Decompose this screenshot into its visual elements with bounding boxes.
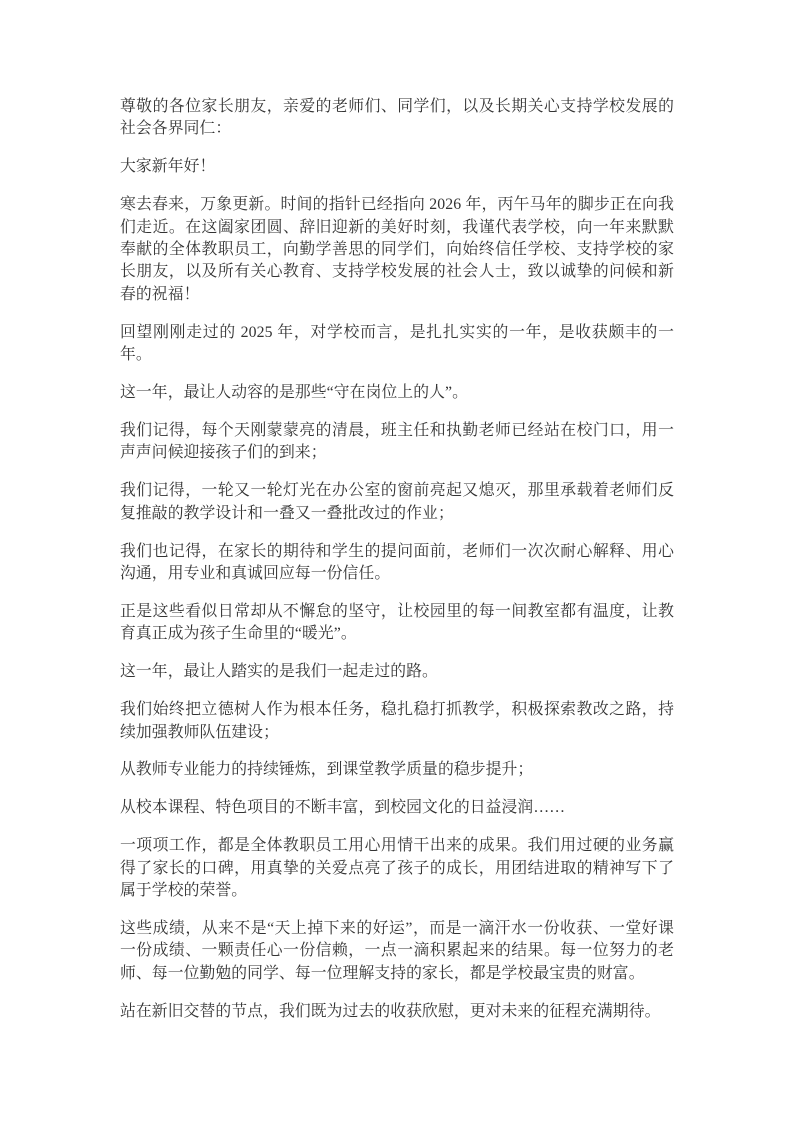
- paragraph-people-on-duty: 这一年，最让人动容的是那些“守在岗位上的人”。: [120, 384, 469, 402]
- paragraph-we-remember-morning: 我们记得，每个天刚蒙蒙亮的清晨，班主任和执勤老师已经站在校门口，用一声声问候迎接孩子们的到来；: [120, 421, 674, 462]
- paragraph-warm-light: 正是这些看似日常却从不懈怠的坚守，让校园里的每一间教室都有温度，让教育真正成为孩子生命里的“暖光”。: [120, 602, 674, 643]
- paragraph-review-2025: 回望刚刚走过的 2025 年，对学校而言，是扎扎实实的一年，是收获颇丰的一年。: [120, 323, 674, 364]
- paragraph-new-old-junction: 站在新旧交替的节点，我们既为过去的收获欣慰，更对未来的征程充满期待。: [120, 1002, 661, 1020]
- paragraph-school-curriculum: 从校本课程、特色项目的不断丰富，到校园文化的日益浸润……: [120, 799, 566, 817]
- paragraph-we-remember-office-lights: 我们记得，一轮又一轮灯光在办公室的窗前亮起又熄灭，那里承载着老师们反复推敲的教学设计和一叠又一叠批改过的作业；: [120, 482, 674, 522]
- paragraph-we-remember-communication: 我们也记得，在家长的期待和学生的提问面前，老师们一次次耐心解释、用心沟通，用专业和真诚回应每一份信任。: [120, 542, 674, 582]
- paragraph-greeting: 大家新年好！: [120, 158, 216, 176]
- paragraph-work-results: 一项项工作，都是全体教职员工用心用情干出来的成果。我们用过硬的业务赢得了家长的口碑，用真挚的关爱点亮了孩子的成长，用团结进取的精神写下了属于学校的荣誉。: [120, 837, 674, 900]
- paragraph-opening: 寒去春来，万象更新。时间的指针已经指向 2026 年，丙午马年的脚步正在向我们走近。在这阖家团圆、辞旧迎新的美好时刻，我谨代表学校，向一年来默默奉献的全体教职员工，向勤学善思的同学们，向始终信任学校、支持学校的家长朋友，以及所有关心教育、支持学校发展的社会人士，致以诚挚的问候和新春的祝福！: [120, 196, 674, 303]
- paragraph-fundamental-task: 我们始终把立德树人作为根本任务，稳扎稳打抓教学，积极探索教改之路，持续加强教师队伍建设；: [120, 701, 674, 741]
- paragraph-salutation: 尊敬的各位家长朋友，亲爱的老师们、同学们，以及长期关心支持学校发展的社会各界同仁：: [120, 98, 674, 138]
- paragraph-road-together: 这一年，最让人踏实的是我们一起走过的路。: [120, 663, 438, 681]
- paragraph-teacher-skill: 从教师专业能力的持续锤炼，到课堂教学质量的稳步提升；: [120, 761, 534, 779]
- paragraph-achievements: 这些成绩，从来不是“天上掉下来的好运”，而是一滴汗水一份收获、一堂好课一份成绩、一颗责任心一份信赖，一点一滴积累起来的结果。每一位努力的老师、每一位勤勉的同学、每一位理解支持的家长，都是学校最宝贵的财富。: [120, 919, 674, 982]
